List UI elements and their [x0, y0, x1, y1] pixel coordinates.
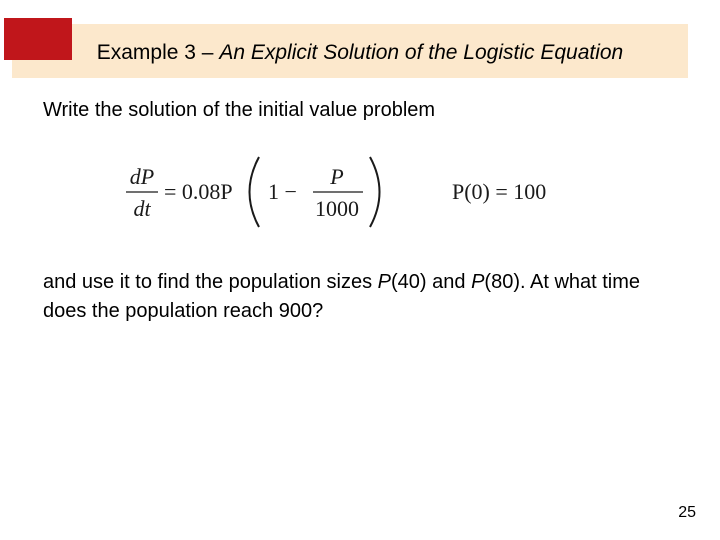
title-emphasis: An Explicit Solution of the Logistic Equation — [219, 41, 624, 64]
lhs-numerator: dP — [129, 164, 155, 189]
fraction-numerator: P — [330, 164, 344, 189]
page-number: 25 — [678, 504, 696, 521]
question-part1: and use it to find the population sizes — [43, 271, 378, 293]
p-symbol-2: P — [471, 271, 485, 293]
one-minus: 1 − — [268, 179, 297, 204]
right-paren — [370, 157, 380, 227]
title-prefix: Example 3 – — [96, 41, 220, 64]
slide-title — [0, 37, 720, 69]
question-arg80: (80). At what time does the population reach 900? — [43, 271, 641, 322]
rhs-coefficient: = 0.08P — [164, 179, 233, 204]
fraction-denominator: 1000 — [315, 196, 359, 221]
p-symbol-1: P — [377, 271, 392, 293]
lhs-denominator: dt — [133, 196, 151, 221]
initial-condition: P(0) = 100 — [452, 179, 547, 204]
question-text — [43, 268, 683, 326]
intro-text: Write the solution of the initial value problem — [43, 99, 436, 121]
logistic-equation — [112, 152, 582, 232]
question-arg40: (40) and — [391, 271, 472, 293]
left-paren — [250, 157, 260, 227]
